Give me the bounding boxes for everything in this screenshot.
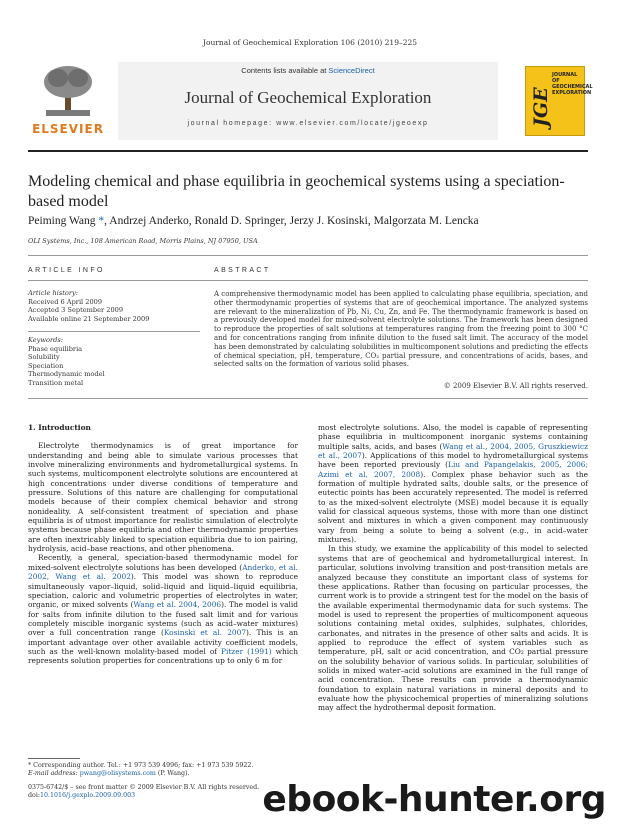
history-label: Article history: (28, 289, 78, 297)
keywords-divider (28, 331, 200, 332)
keyword: Phase equilibria (28, 344, 83, 353)
history-accepted: Accepted 3 September 2009 (28, 306, 124, 315)
email-link[interactable]: pwang@olisystems.com (79, 770, 156, 778)
citation-link[interactable]: Pitzer (1991) (221, 646, 272, 656)
body-divider (28, 398, 588, 399)
elsevier-logo[interactable] (28, 62, 108, 140)
keyword: Thermodynamic model (28, 370, 105, 379)
first-author[interactable]: Peiming Wang (28, 215, 96, 227)
contents-line (118, 66, 498, 75)
citation-link[interactable]: Wang et al., 2004, 2005, Gruszkiewicz et al., 2007 (318, 441, 588, 461)
citation-link[interactable]: Kosinski et al. 2007 (163, 628, 247, 638)
article-history (28, 289, 149, 323)
paragraph: most electrolyte solutions. Also, the model is capable of representing phase equilibria in multicomponent inorganic systems containing multiple salts, acids, and bases (Wang et al., 2004, 2005, Gruszkiewicz et al., 2007). Applications of this model to hydrometallurgical systems have been reported previously (Liu and Papangelakis, 2005, 2006; Azimi et al, 2007, 2008). Complex phase behavior such as the formation of multiple hydrated salts, double salts, or the presence of eutectic points has been accurately represented. The model is referred to as the mixed-solvent electrolyte (MSE) model because it is equally valid for classical aqueous systems, those with more than one distinct solvent and mixtures in which a given component may continuously vary from being a solute to being a solvent (e.g., in acid–water mixtures). (318, 423, 588, 545)
publisher-name: ELSEVIER (32, 122, 104, 136)
paragraph: Electrolyte thermodynamics is of great importance for understanding and being able to simulate various processes that involve mineralizing environments and hydrometallurgical systems. In such systems, multicomponent electrolyte solutions are encountered at high concentrations under diverse conditions of temperature and pressure. Solutions of this nature are challenging for computational models because of their complex chemical behavior and strong nonideality. A self-consistent treatment of speciation and phase equilibria is of utmost importance for realistic simulation of electrolyte systems because phase equilibria and other thermodynamic properties are often inextricably linked to speciation equilibria due to ion pairing, hydrolysis, acid–base reactions, and other phenomena. (28, 441, 298, 554)
issn-line: 0375-6742/$ – see front matter © 2009 Elsevier B.V. All rights reserved. (28, 784, 260, 791)
paragraph: Recently, a general, speciation-based thermodynamic model for mixed-solvent electrolyte solutions has been developed (Anderko, et al. 2002, Wang et al. 2002). This model was shown to reproduce simultaneously vapor–liquid, solid–liquid and liquid–liquid equilibria, speciation, caloric and volumetric properties of electrolytes in water, organic, or mixed solvents (Wang et al. 2004, 2006). The model is valid for salts from infinite dilution to the fused salt limit and for various completely miscible inorganic systems (such as acid–water mixtures) over a full concentration range (Kosinski et al. 2007). This is an important advantage over other available activity coefficient models, such as the well-known molality-based model of Pitzer (1991) which represents solution properties for concentrations up to only 6 m for (28, 553, 298, 666)
keyword: Transition metal (28, 378, 84, 387)
tree-icon (42, 64, 94, 118)
citation-link[interactable]: Anderko, et al. 2002, Wang et al. 2002 (28, 562, 298, 582)
history-online: Available online 21 September 2009 (28, 314, 150, 323)
citation-link[interactable]: Liu and Papangelakis, 2005, 2006; Azimi et al, 2007, 2008 (318, 460, 588, 479)
corresponding-author-note: * Corresponding author. Tel.: +1 973 539 4996; fax: +1 973 539 5922. (28, 762, 254, 769)
cover-text: JOURNAL OF GEOCHEMICAL EXPLORATION (552, 72, 593, 96)
watermark (0, 778, 620, 827)
journal-cover[interactable] (525, 66, 593, 136)
citation-link[interactable]: Wang et al. 2004, 2006 (133, 600, 222, 610)
copyright: © 2009 Elsevier B.V. All rights reserved. (443, 382, 588, 390)
header-divider (28, 150, 588, 152)
keyword: Speciation (28, 361, 64, 370)
abstract-heading: ABSTRACT (214, 267, 271, 274)
paragraph: In this study, we examine the applicability of this model to selected systems that are of geochemical and hydrometallurgical interest. In particular, solutions involving transition and post-transition metals are analyzed because they constitute an important class of systems for these applications. Rather than focusing on particular processes, the current work is to provide a stringent test for the model on the basis of the available experimental thermodynamic data for such systems. The model is used to represent the properties of multicomponent aqueous solutions containing metal oxides, sulphides, sulphates, chlorides, carbonates, and nitrates in the presence of other salts and acids. It is applied to reproduce the effect of system variables such as temperature, pH, salt or acid concentration, and CO₂ partial pressure on the solubility behavior of various solids. In particular, solubilities of solids in mixed water–acid solutions are examined in the full range of acid concentration. These results can provide a thermodynamic foundation to explain natural variations in mineral deposits and to evaluate how the physicochemical properties of mineralizing solutions may affect the hydrothermal deposit formation. (318, 544, 588, 713)
history-received: Received 6 April 2009 (28, 297, 103, 306)
journal-reference: Journal of Geochemical Exploration 106 (2010) 219–225 (202, 38, 418, 47)
email-line: E-mail address: pwang@olisystems.com (P. Wang). (28, 770, 190, 778)
journal-title: Journal of Geochemical Exploration (184, 88, 432, 107)
contents-prefix: Contents lists available at (241, 66, 329, 75)
sciencedirect-link[interactable]: ScienceDirect (328, 66, 375, 75)
info-divider-top (28, 255, 588, 256)
author-list (28, 215, 588, 227)
article-info-heading: ARTICLE INFO (28, 267, 105, 274)
body-right-column (318, 423, 588, 713)
footnote (28, 762, 298, 779)
affiliation: OLI Systems, Inc., 108 American Road, Morris Plains, NJ 07950, USA (28, 237, 258, 245)
keywords-label: Keywords: (28, 336, 63, 344)
article-title: Modeling chemical and phase equilibria in geochemical systems using a speciation-based model (28, 173, 565, 210)
keyword: Solubility (28, 353, 60, 362)
watermark-text: ebook-hunter.org (262, 779, 606, 820)
body-left-column (28, 423, 298, 666)
footnote-divider (28, 758, 80, 759)
doi-line: doi:10.1016/j.gexplo.2009.09.003 (28, 792, 136, 800)
other-authors: , Andrzej Anderko, Ronald D. Springer, Jerzy J. Kosinski, Malgorzata M. Lencka (104, 215, 479, 227)
journal-header (28, 62, 593, 144)
info-divider-mid (28, 280, 588, 281)
journal-homepage[interactable]: journal homepage: www.elsevier.com/locate/jgeoexp (187, 120, 429, 127)
abstract-text: A comprehensive thermodynamic model has been applied to calculating phase equilibria, speciation, and other thermodynamic properties of systems that are of geochemical importance. The analyzed systems are relevant to the mineralization of Pb, Ni, Cu, Zn, and Fe. The thermodynamic framework is based on a previously developed model for mixed-solvent electrolyte solutions. The framework has been designed to reproduce the properties of salt solutions at temperatures ranging from the freezing point to 300 °C and for concentrations ranging from infinite dilution to the fused salt limit. The accuracy of the model has been demonstrated by calculating solubilities in multicomponent solutions and predicting the effects of chemical speciation, pH, temperature, CO₂ partial pressure, and concentrations of acids, bases, and selected salts on the formation of various solid phases. (214, 290, 588, 369)
doi-link[interactable]: 10.1016/j.gexplo.2009.09.003 (39, 792, 136, 800)
journal-banner (118, 62, 498, 140)
cover-letters: JGE (530, 87, 552, 127)
keywords (28, 336, 105, 388)
corresponding-mark[interactable]: * (95, 215, 105, 227)
section-heading: 1. Introduction (28, 423, 91, 432)
